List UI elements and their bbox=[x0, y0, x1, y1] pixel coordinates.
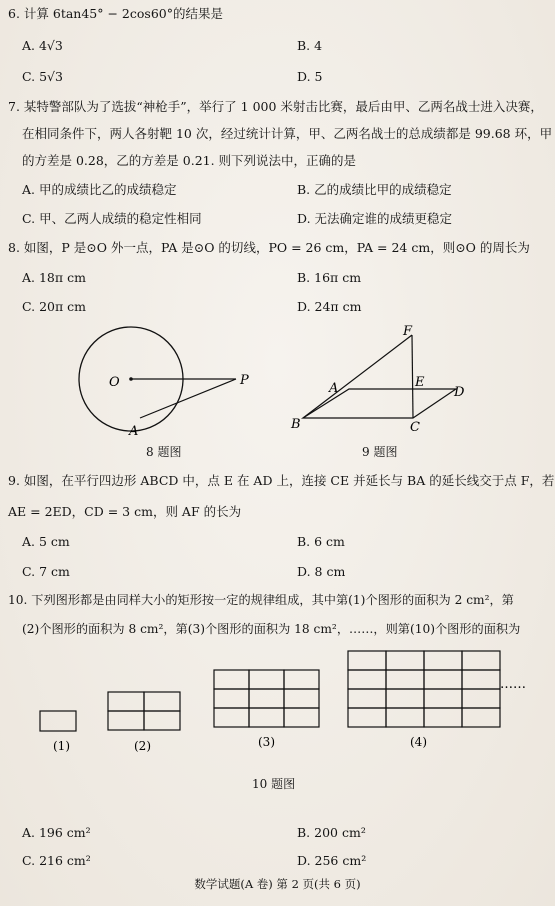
center-point bbox=[129, 377, 133, 381]
label-f: F bbox=[403, 324, 413, 339]
grid-cell bbox=[108, 711, 144, 730]
q9-option-b: B. 6 cm bbox=[297, 534, 345, 549]
grid-cell bbox=[284, 670, 319, 689]
q7-line-2: 在相同条件下，两人各射靶 10 次，经过统计计算，甲、乙两名战士的总成绩都是 99.68 环，甲 bbox=[22, 126, 553, 141]
q10-line-1: 10. 下列图形都是由同样大小的矩形按一定的规律组成，其中第(1)个图形的面积为 2 cm²，第 bbox=[8, 593, 514, 607]
q10-option-a: A. 196 cm² bbox=[22, 825, 91, 840]
q9-option-c: C. 7 cm bbox=[22, 564, 70, 579]
grid-cell bbox=[249, 708, 284, 727]
label-a: A bbox=[329, 381, 339, 396]
grid-cell bbox=[348, 708, 386, 727]
q6-option-d: D. 5 bbox=[297, 69, 323, 84]
q9-option-a: A. 5 cm bbox=[22, 534, 70, 549]
q6-option-a: A. 4√3 bbox=[22, 38, 63, 53]
figure-10-shape-1 bbox=[40, 711, 76, 731]
q10-option-d: D. 256 cm² bbox=[297, 853, 367, 868]
grid-cell bbox=[386, 708, 424, 727]
label-a: A bbox=[129, 424, 139, 439]
grid-cell bbox=[144, 692, 180, 711]
figure-10-label-3: (3) bbox=[258, 735, 275, 749]
grid-cell bbox=[249, 689, 284, 708]
line-bf bbox=[303, 335, 412, 418]
label-o: O bbox=[109, 375, 120, 390]
label-d: D bbox=[454, 385, 465, 400]
figure-10-ellipsis: …… bbox=[500, 677, 526, 692]
figure-10-shape-2 bbox=[108, 692, 180, 730]
q7-option-d: D. 无法确定谁的成绩更稳定 bbox=[297, 211, 453, 226]
grid-cell bbox=[462, 670, 500, 689]
q9-line-2: AE = 2ED，CD = 3 cm，则 AF 的长为 bbox=[8, 504, 242, 519]
grid-cell bbox=[462, 708, 500, 727]
figure-9-caption: 9 题图 bbox=[362, 445, 398, 459]
q8-stem: 8. 如图，P 是⊙O 外一点，PA 是⊙O 的切线，PO = 26 cm，PA = 24 cm，则⊙O 的周长为 bbox=[8, 240, 530, 255]
grid-cell bbox=[284, 708, 319, 727]
label-p: P bbox=[240, 373, 249, 388]
q8-option-b: B. 16π cm bbox=[297, 270, 362, 285]
figure-8-caption: 8 题图 bbox=[146, 445, 182, 459]
figure-10-label-2: (2) bbox=[134, 739, 151, 753]
grid-cell bbox=[214, 689, 249, 708]
page-footer: 数学试题(A 卷) 第 2 页(共 6 页) bbox=[194, 877, 361, 891]
figure-10-shape-4 bbox=[348, 651, 500, 727]
grid-cell bbox=[249, 670, 284, 689]
q7-line-3: 的方差是 0.28，乙的方差是 0.21. 则下列说法中，正确的是 bbox=[22, 153, 357, 168]
grid-cell bbox=[386, 670, 424, 689]
line-cf bbox=[412, 335, 413, 418]
grid-cell bbox=[462, 689, 500, 708]
q10-option-c: C. 216 cm² bbox=[22, 853, 91, 868]
grid-cell bbox=[108, 692, 144, 711]
grid-cell bbox=[144, 711, 180, 730]
grid-cell bbox=[214, 670, 249, 689]
label-c: C bbox=[410, 420, 420, 435]
q9-option-d: D. 8 cm bbox=[297, 564, 346, 579]
grid-cell bbox=[386, 651, 424, 670]
figure-10-label-1: (1) bbox=[53, 739, 70, 753]
figure-10-label-4: (4) bbox=[410, 735, 427, 749]
q7-option-c: C. 甲、乙两人成绩的稳定性相同 bbox=[22, 211, 202, 226]
grid-cell bbox=[386, 689, 424, 708]
q6-stem: 6. 计算 6tan45° − 2cos60°的结果是 bbox=[8, 6, 223, 21]
grid-cell bbox=[348, 651, 386, 670]
q6-option-b: B. 4 bbox=[297, 38, 323, 53]
q10-line-2: (2)个图形的面积为 8 cm²，第(3)个图形的面积为 18 cm²，……，则第(10)个图形的面积为 bbox=[22, 622, 521, 636]
grid-cell bbox=[424, 708, 462, 727]
grid-cell bbox=[424, 651, 462, 670]
grid-cell bbox=[462, 651, 500, 670]
q8-option-c: C. 20π cm bbox=[22, 299, 87, 314]
q7-line-1: 7. 某特警部队为了选拔“神枪手”，举行了 1 000 米射击比赛，最后由甲、乙两名战士进入决赛， bbox=[8, 99, 543, 114]
figure-9 bbox=[285, 322, 485, 437]
q6-option-c: C. 5√3 bbox=[22, 69, 63, 84]
label-e: E bbox=[415, 375, 425, 390]
figure-10-caption: 10 题图 bbox=[252, 777, 296, 791]
figure-10-shape-3 bbox=[214, 670, 319, 727]
q9-line-1: 9. 如图，在平行四边形 ABCD 中，点 E 在 AD 上，连接 CE 并延长与 BA 的延长线交于点 F，若 bbox=[8, 473, 555, 488]
grid-cell bbox=[424, 689, 462, 708]
grid-cell bbox=[284, 689, 319, 708]
grid-cell bbox=[424, 670, 462, 689]
grid-cell bbox=[348, 689, 386, 708]
q7-option-b: B. 乙的成绩比甲的成绩稳定 bbox=[297, 182, 452, 197]
figure-8 bbox=[60, 322, 270, 442]
q8-option-d: D. 24π cm bbox=[297, 299, 362, 314]
label-b: B bbox=[291, 417, 301, 432]
tangent-pa bbox=[140, 379, 236, 418]
grid-cell bbox=[214, 708, 249, 727]
q10-option-b: B. 200 cm² bbox=[297, 825, 366, 840]
figure-10 bbox=[30, 648, 550, 756]
parallelogram-abcd bbox=[303, 389, 456, 418]
q7-option-a: A. 甲的成绩比乙的成绩稳定 bbox=[22, 182, 177, 197]
q8-option-a: A. 18π cm bbox=[22, 270, 86, 285]
grid-cell bbox=[348, 670, 386, 689]
